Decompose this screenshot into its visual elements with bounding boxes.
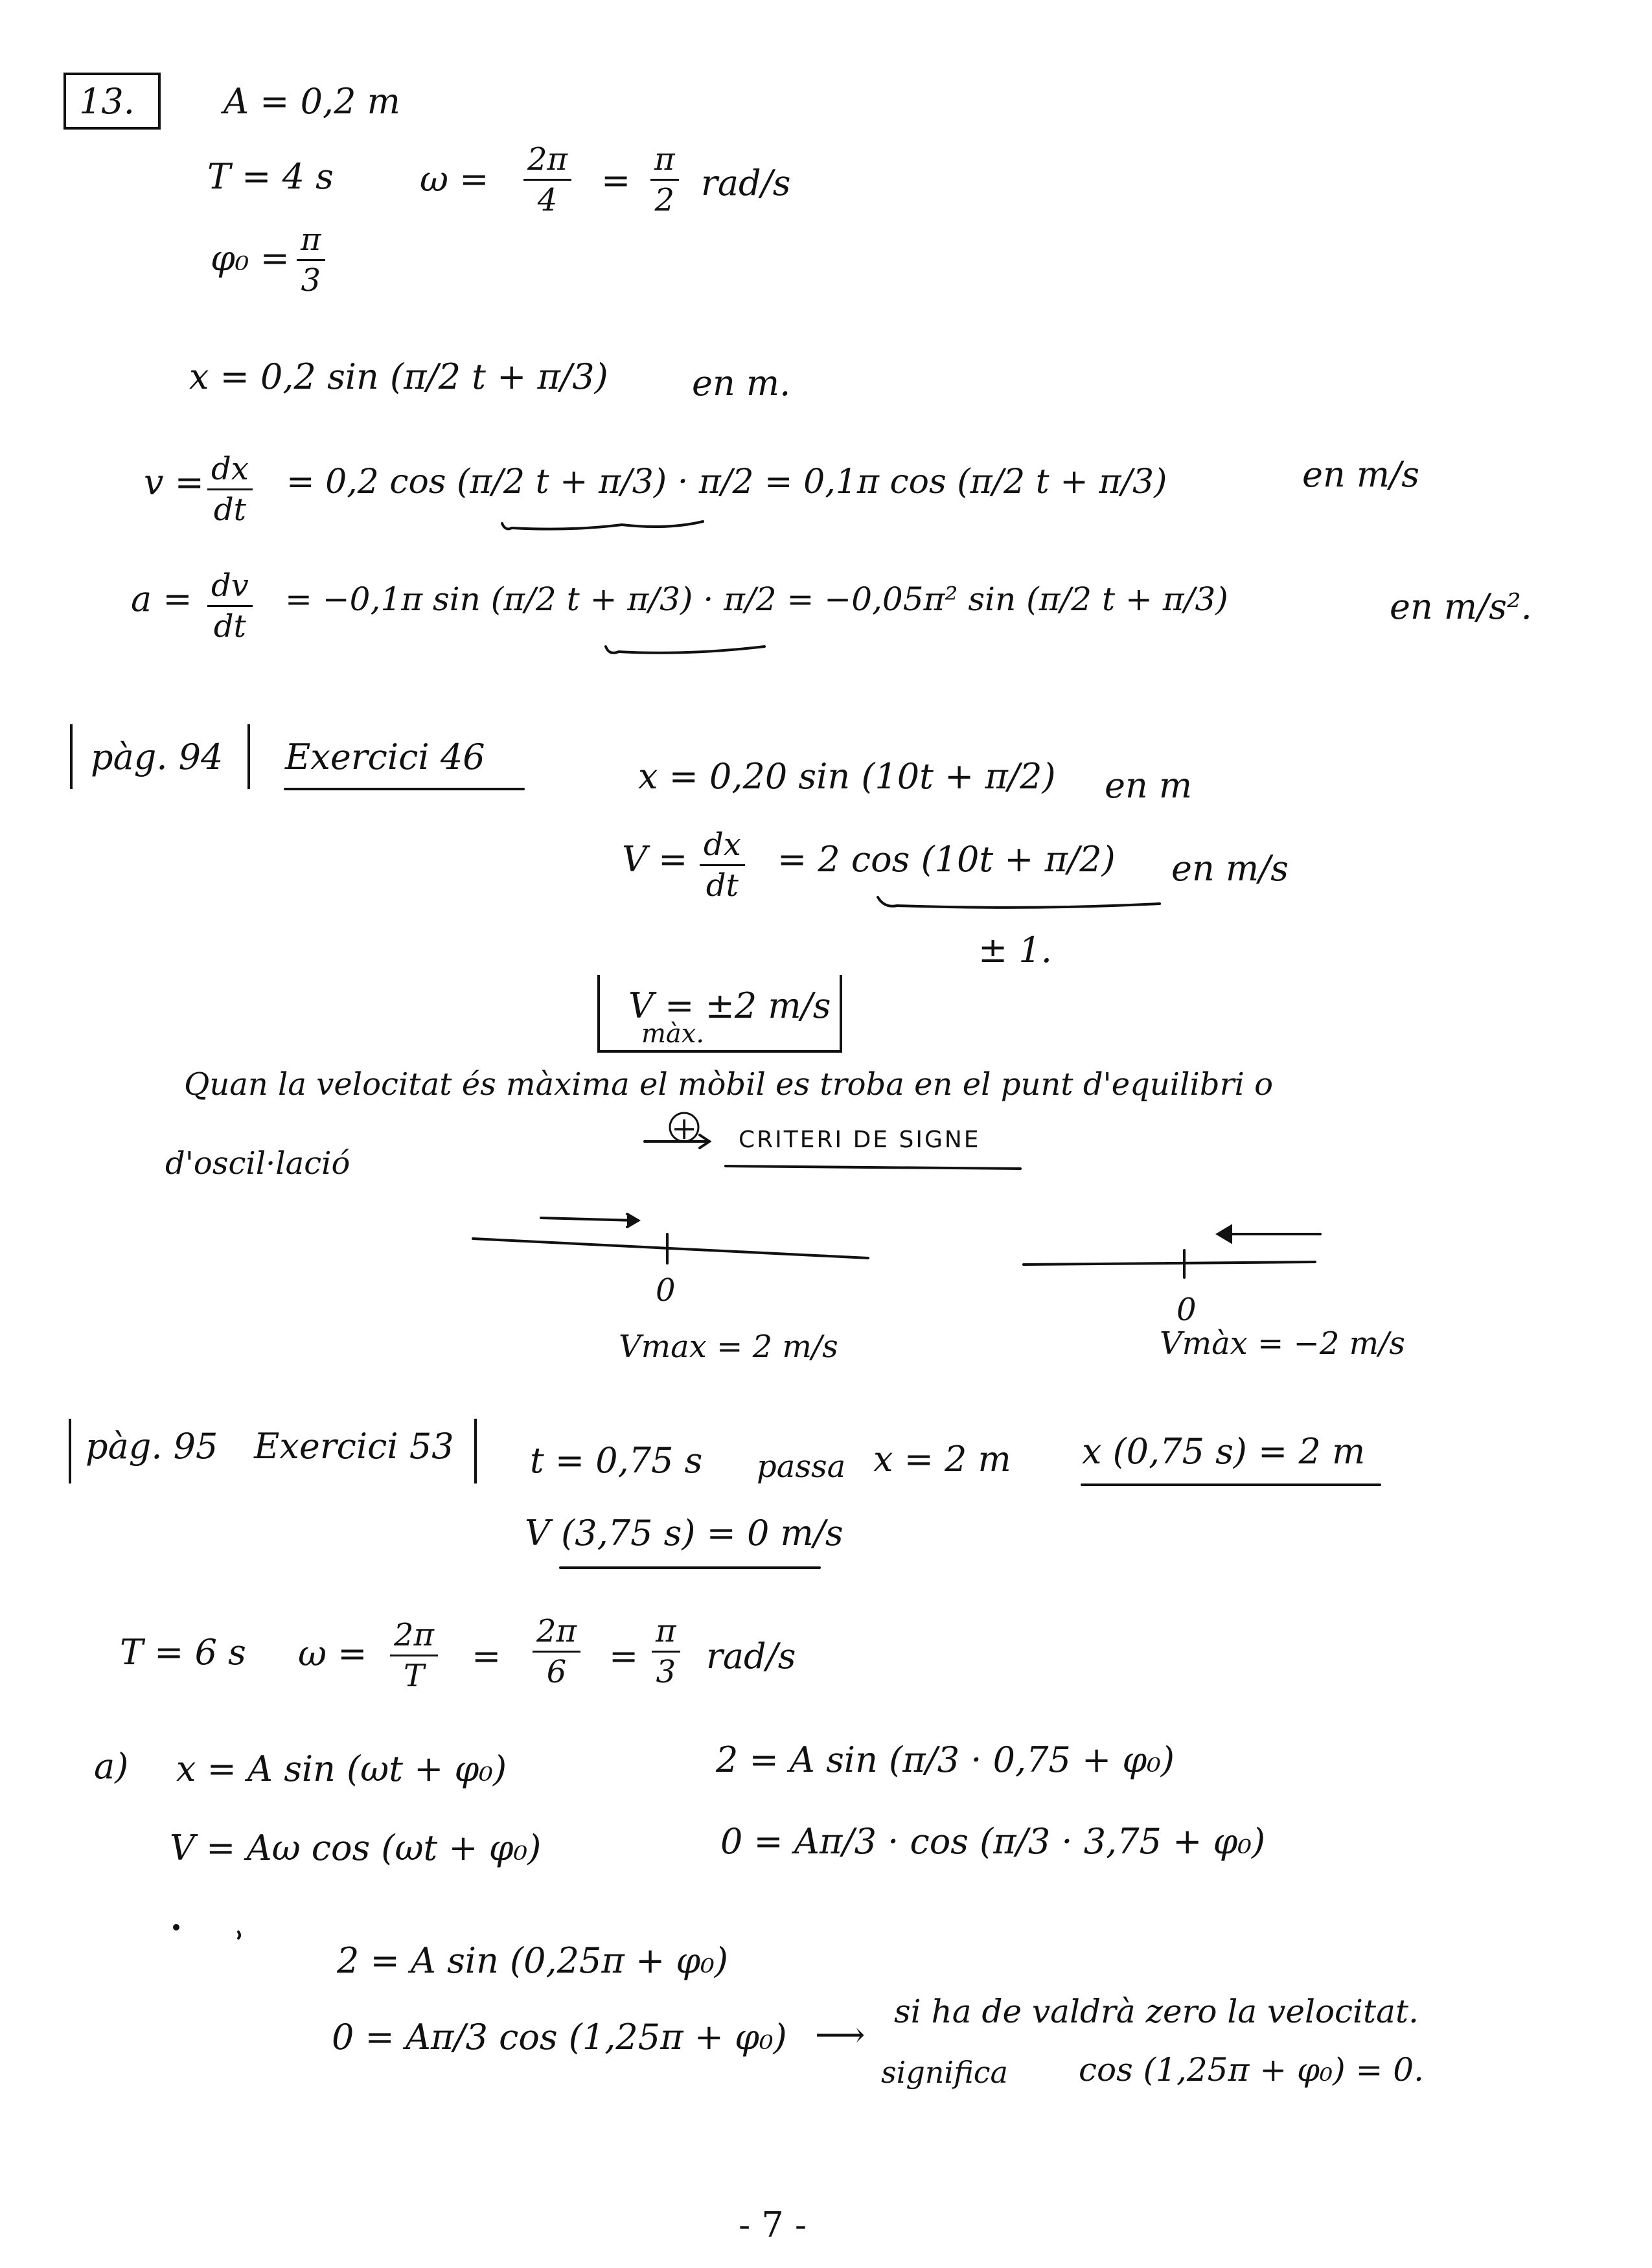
- acceleration-derivative-num: dv: [207, 570, 253, 607]
- acceleration-lhs: a =: [131, 578, 192, 619]
- velocity-condition: V (3,75 s) = 0 m/s: [525, 1513, 843, 1553]
- ex53-omega-equals-2: =: [609, 1636, 639, 1677]
- acceleration-unit: en m/s².: [1390, 586, 1532, 627]
- plus-circle: [670, 1113, 698, 1141]
- max-velocity-subscript: màx.: [641, 1019, 705, 1049]
- statement-line-1: Quan la velocitat és màxima el mòbil es troba en el punt d'equilibri o: [184, 1066, 1274, 1103]
- position-equation: x = 0,2 sin (π/2 t + π/3): [189, 356, 608, 397]
- omega-lhs: ω =: [420, 159, 489, 200]
- position-condition: x (0,75 s) = 2 m: [1082, 1431, 1366, 1472]
- ex46-derivative-num: dx: [700, 829, 745, 866]
- left-velocity-arrow: [541, 1218, 636, 1220]
- page-94-label: pàg. 94: [91, 737, 224, 777]
- passes-word: passa: [757, 1449, 846, 1485]
- stray-mark: [238, 1932, 240, 1938]
- remark-line-3: cos (1,25π + φ₀) = 0.: [1079, 2051, 1424, 2089]
- ex53-omega-den-2: 6: [546, 1654, 567, 1690]
- position-general: x = A sin (ωt + φ₀): [176, 1748, 507, 1789]
- omega-numerator-2: π: [650, 144, 679, 181]
- equation-4: 0 = Aπ/3 cos (1,25π + φ₀): [332, 2017, 787, 2057]
- equation-1: 2 = A sin (π/3 · 0,75 + φ₀): [716, 1739, 1175, 1780]
- acceleration-underbrace: [606, 647, 764, 653]
- phase-lhs: φ₀ =: [211, 238, 290, 279]
- ex46-position-unit: en m: [1105, 765, 1193, 806]
- ex53-omega-den-1: T: [404, 1658, 425, 1694]
- amplitude: A = 0,2 m: [224, 81, 400, 122]
- max-velocity: V = ±2 m/s: [628, 985, 831, 1026]
- ex53-omega-unit: rad/s: [706, 1636, 796, 1677]
- phase-denominator: 3: [301, 262, 321, 299]
- equation-2: 0 = Aπ/3 · cos (π/3 · 3,75 + φ₀): [720, 1821, 1266, 1862]
- velocity-lhs: v =: [144, 462, 204, 503]
- right-arrowhead: [1218, 1226, 1231, 1242]
- stray-dot-1: [174, 1925, 178, 1929]
- velocity-unit: en m/s: [1302, 454, 1420, 495]
- omega-denominator-2: 2: [654, 182, 675, 218]
- acceleration-expression: = −0,1π sin (π/2 t + π/3) · π/2 = −0,05π² sin (π/2 t + π/3): [285, 580, 1228, 618]
- part-a-label: a): [94, 1746, 129, 1787]
- equation-3: 2 = A sin (0,25π + φ₀): [337, 1940, 728, 1981]
- velocity-general: V = Aω cos (ωt + φ₀): [170, 1827, 542, 1868]
- ex53-omega-num-3: π: [652, 1616, 680, 1653]
- omega-denominator-1: 4: [537, 182, 558, 218]
- ex53-omega-equals-1: =: [472, 1636, 501, 1677]
- left-arrowhead: [627, 1214, 638, 1227]
- ex46-velocity-expression: = 2 cos (10t + π/2): [777, 839, 1116, 880]
- position-unit: en m.: [692, 363, 791, 404]
- page-95-label: pàg. 95: [86, 1426, 218, 1467]
- ex46-position-equation: x = 0,20 sin (10t + π/2): [638, 756, 1056, 797]
- omega-unit: rad/s: [701, 163, 791, 203]
- ex46-derivative-den: dt: [706, 867, 739, 904]
- phase-numerator: π: [297, 224, 325, 261]
- sign-plus: +: [671, 1110, 698, 1147]
- implies-arrow: ⟶: [815, 2014, 866, 2055]
- origin-right: 0: [1176, 1292, 1197, 1328]
- ex46-underbrace: [878, 897, 1160, 908]
- velocity-derivative-num: dx: [207, 453, 253, 490]
- ex53-period: T = 6 s: [120, 1632, 246, 1673]
- acceleration-derivative-den: dt: [213, 608, 246, 645]
- statement-line-2: d'oscil·lació: [165, 1145, 350, 1182]
- remark-line-1: si ha de valdrà zero la velocitat.: [894, 1993, 1419, 2030]
- ex53-omega-num-2: 2π: [533, 1616, 580, 1653]
- exercise-46-title: Exercici 46: [285, 737, 485, 777]
- ex53-omega-lhs: ω =: [298, 1633, 367, 1674]
- sign-criteria: CRITERI DE SIGNE: [739, 1127, 981, 1153]
- omega-numerator-1: 2π: [523, 144, 571, 181]
- velocity-derivative-den: dt: [213, 492, 246, 528]
- vmax-left: Vmax = 2 m/s: [619, 1329, 838, 1365]
- remark-significa: significa: [881, 2055, 1008, 2090]
- period: T = 4 s: [207, 156, 334, 197]
- left-axis-line: [473, 1239, 868, 1258]
- given-position: x = 2 m: [873, 1439, 1011, 1480]
- ex53-omega-den-3: 3: [656, 1654, 676, 1690]
- velocity-expression: = 0,2 cos (π/2 t + π/3) · π/2 = 0,1π cos (π/2 t + π/3): [286, 463, 1167, 501]
- vmax-right: Vmàx = −2 m/s: [1160, 1325, 1405, 1362]
- right-axis-line: [1024, 1262, 1315, 1265]
- criteria-underline: [726, 1166, 1020, 1169]
- page-number: - 7 -: [739, 2205, 807, 2245]
- omega-equals: =: [601, 160, 631, 201]
- origin-left: 0: [656, 1272, 676, 1309]
- velocity-underbrace: [502, 521, 703, 529]
- exercise-53-title: Exercici 53: [254, 1426, 454, 1467]
- ex46-velocity-unit: en m/s: [1171, 848, 1289, 889]
- plus-minus-one: ± 1.: [978, 930, 1052, 970]
- problem-number: 13.: [79, 81, 135, 122]
- ex46-velocity-lhs: V =: [622, 839, 688, 880]
- given-time: t = 0,75 s: [530, 1440, 703, 1481]
- ex53-omega-num-1: 2π: [390, 1620, 438, 1656]
